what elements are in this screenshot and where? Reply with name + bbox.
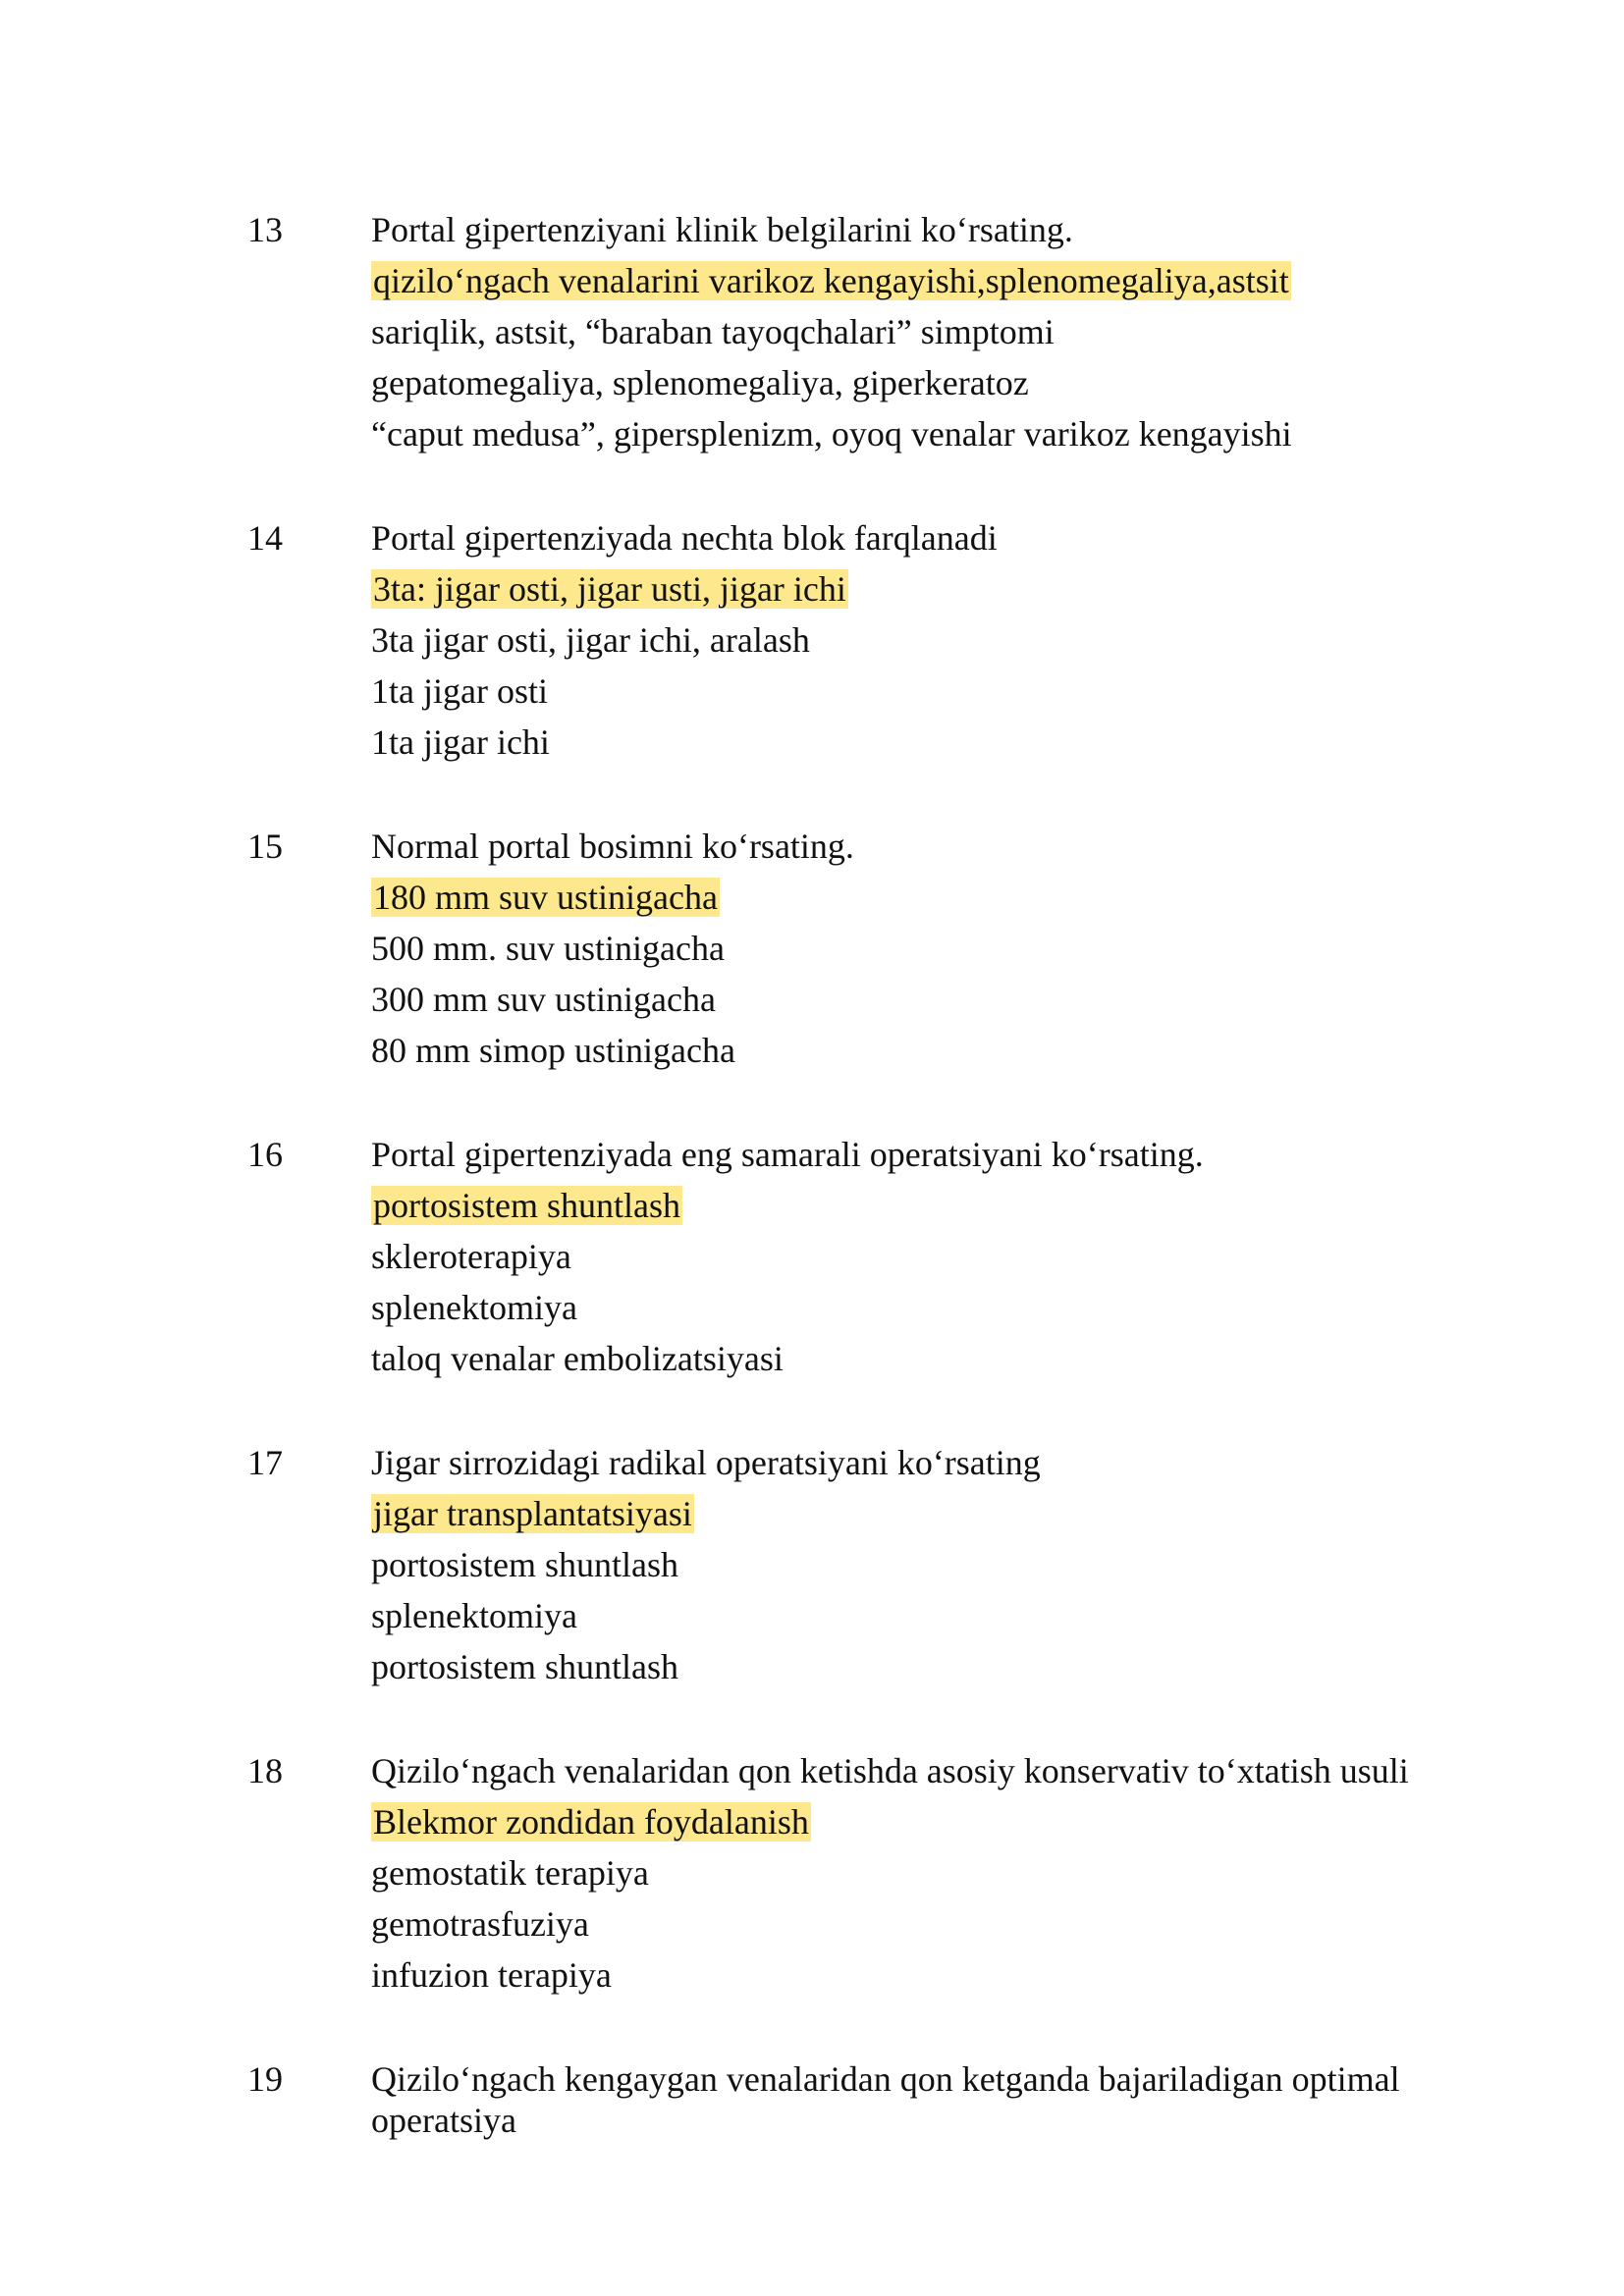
answer-option: gemotrasfuziya — [371, 1904, 589, 1944]
answer-option: 80 mm simop ustinigacha — [371, 1031, 735, 1070]
question-number: 14 — [247, 518, 283, 558]
correct-answer: jigar transplantatsiyasi — [373, 1494, 692, 1533]
answer-option: “caput medusa”, gipersplenizm, oyoq venalar varikoz kengayishi — [371, 414, 1292, 454]
question-text: Jigar sirrozidagi radikal operatsiyani ko‘rsating — [371, 1443, 1041, 1482]
question-body — [371, 204, 1510, 459]
answer-option: 500 mm. suv ustinigacha — [371, 929, 725, 968]
question-number: 16 — [247, 1135, 283, 1174]
question-body — [371, 1745, 1510, 2001]
question-text: Portal gipertenziyada eng samarali operatsiyani ko‘rsating. — [371, 1135, 1204, 1174]
question-number: 18 — [247, 1751, 283, 1790]
answer-option: portosistem shuntlash — [371, 1545, 678, 1584]
question-body — [371, 1129, 1510, 1384]
correct-answer: 3ta: jigar osti, jigar usti, jigar ichi — [373, 569, 846, 609]
answer-option: taloq venalar embolizatsiyasi — [371, 1339, 784, 1378]
correct-answer: 180 mm suv ustinigacha — [373, 878, 718, 917]
question-number: 15 — [247, 827, 283, 866]
answer-option: sariqlik, astsit, “baraban tayoqchalari” simptomi — [371, 312, 1055, 351]
answer-option: skleroterapiya — [371, 1237, 571, 1276]
question-body — [371, 821, 1510, 1076]
question-text: Qizilo‘ngach kengaygan venalaridan qon ketganda bajariladigan optimal operatsiya — [371, 2059, 1400, 2140]
answer-option: 300 mm suv ustinigacha — [371, 980, 716, 1019]
question-body — [371, 1437, 1510, 1692]
answer-option: 1ta jigar ichi — [371, 722, 550, 762]
question-text: Qizilo‘ngach venalaridan qon ketishda asosiy konservativ to‘xtatish usuli — [371, 1751, 1409, 1790]
question-number: 13 — [247, 210, 283, 249]
answer-option: splenektomiya — [371, 1596, 577, 1635]
answer-option: gemostatik terapiya — [371, 1853, 649, 1893]
correct-answer: qizilo‘ngach venalarini varikoz kengayishi,splenomegaliya,astsit — [373, 261, 1289, 300]
question-text: Normal portal bosimni ko‘rsating. — [371, 827, 854, 866]
answer-option: infuzion terapiya — [371, 1955, 612, 1995]
question-text: Portal gipertenziyani klinik belgilarini ko‘rsating. — [371, 210, 1073, 249]
correct-answer: portosistem shuntlash — [373, 1186, 680, 1225]
question-number: 19 — [247, 2059, 283, 2099]
correct-answer: Blekmor zondidan foydalanish — [373, 1802, 809, 1842]
answer-option: portosistem shuntlash — [371, 1647, 678, 1686]
answer-option: 3ta jigar osti, jigar ichi, aralash — [371, 620, 810, 660]
question-number: 17 — [247, 1443, 283, 1482]
question-text: Portal gipertenziyada nechta blok farqlanadi — [371, 518, 998, 558]
answer-option: 1ta jigar osti — [371, 671, 548, 711]
question-body — [371, 512, 1510, 768]
answer-option: splenektomiya — [371, 1288, 577, 1327]
answer-option: gepatomegaliya, splenomegaliya, giperkeratoz — [371, 363, 1029, 402]
question-body — [371, 2054, 1510, 2141]
